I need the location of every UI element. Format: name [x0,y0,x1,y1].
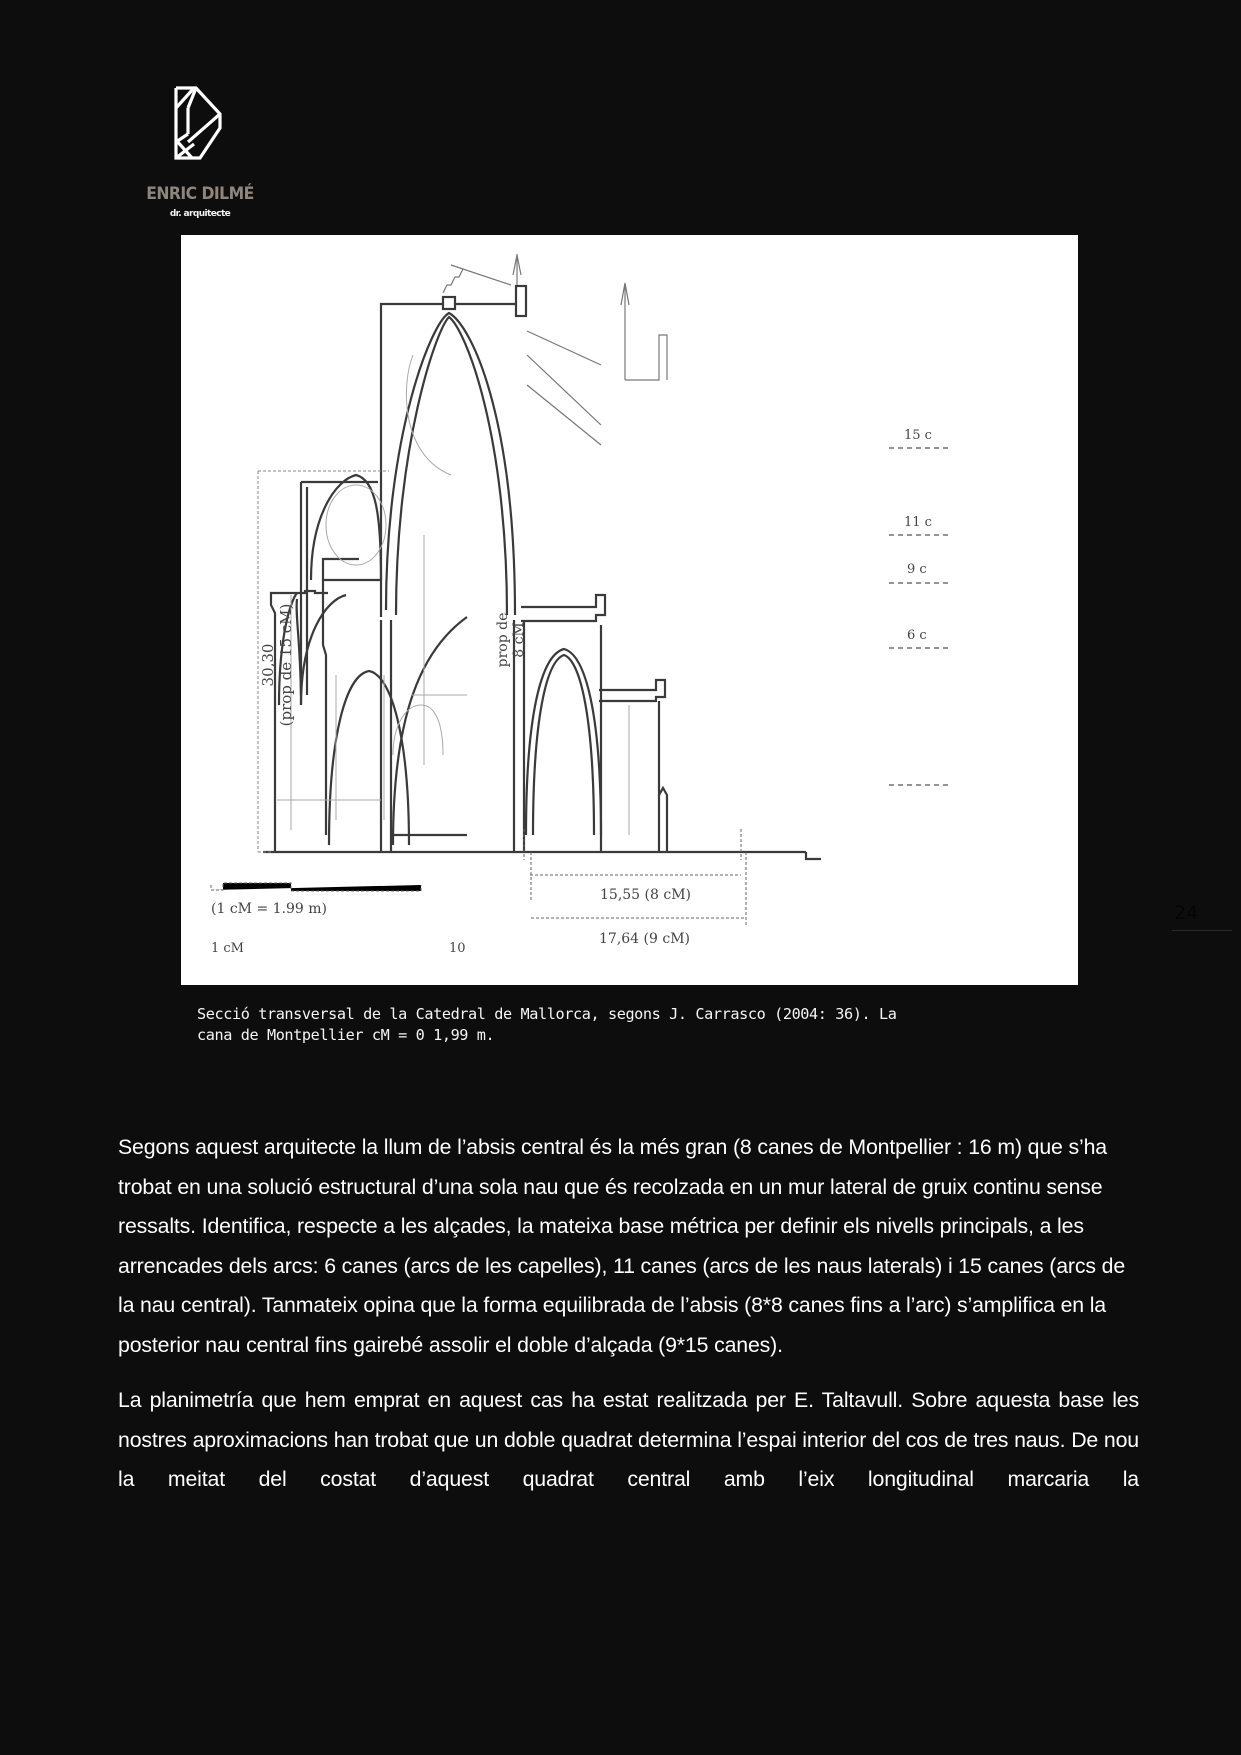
level-9-label: 9 c [907,562,927,577]
apse-note-line2: 8 cM [511,622,527,658]
section-drawing-graphic [181,235,1078,985]
scale-note-label: (1 cM = 1.99 m) [211,901,327,917]
logo-name: ENRIC DILMÉ [146,184,254,204]
caption-line-2: cana de Montpellier cM = 0 1,99 m. [197,1026,495,1044]
span-inner-label: 15,55 (8 cM) [600,887,691,903]
height-note-label: (prop de 15 cM) [277,603,295,727]
page-number: 24 [1172,902,1232,931]
apse-note-line1: prop de [495,612,511,668]
level-6-label: 6 c [907,628,927,643]
scale-end-label: 10 [449,941,466,956]
level-15-label: 15 c [904,428,932,443]
logo [140,84,260,224]
cathedral-section-drawing [181,235,1078,985]
height-dimension-label: 30,30 [259,643,277,687]
caption-line-1: Secció transversal de la Catedral de Mallorca, segons J. Carrasco (2004: 36). La [197,1005,897,1023]
level-11-label: 11 c [904,515,932,530]
paragraph-1: Segons aquest arquitecte la llum de l’absis central és la més gran (8 canes de Montpellier : 16 m) que s’ha trobat en una solució estructural d’una sola nau que és recolzada en un mur lateral de gruix continu sense ressalts. Identifica, respecte a les alçades, la mateixa base métrica per definir els nivells principals, a les arrencades dels arcs: 6 canes (arcs de les capelles), 11 canes (arcs de les naus laterals) i 15 canes (arcs de la nau central). Tanmateix opina que la forma equilibrada de l’absis (8*8 canes fins a l’arc) s’amplifica en la posterior nau central fins gairebé assolir el doble d’alçada (9*15 canes). [118,1135,1126,1357]
stylized-d-monogram-icon [174,86,226,162]
logo-subtitle: dr. arquitecte [169,209,231,219]
paragraph-2: La planimetría que hem emprat en aquest cas ha estat realitzada per E. Taltavull. Sobre aquesta base les nostres aproximacions han trobat que un doble quadrat determina l’espai interior del cos de tres naus. De nou la meitat del costat d’aquest quadrat central amb l’eix longitudinal marcaria la [118,1388,1139,1491]
scale-start-label: 1 cM [211,941,244,956]
body-text [118,1128,1139,1516]
figure-caption [197,1004,917,1046]
span-outer-label: 17,64 (9 cM) [599,931,690,947]
